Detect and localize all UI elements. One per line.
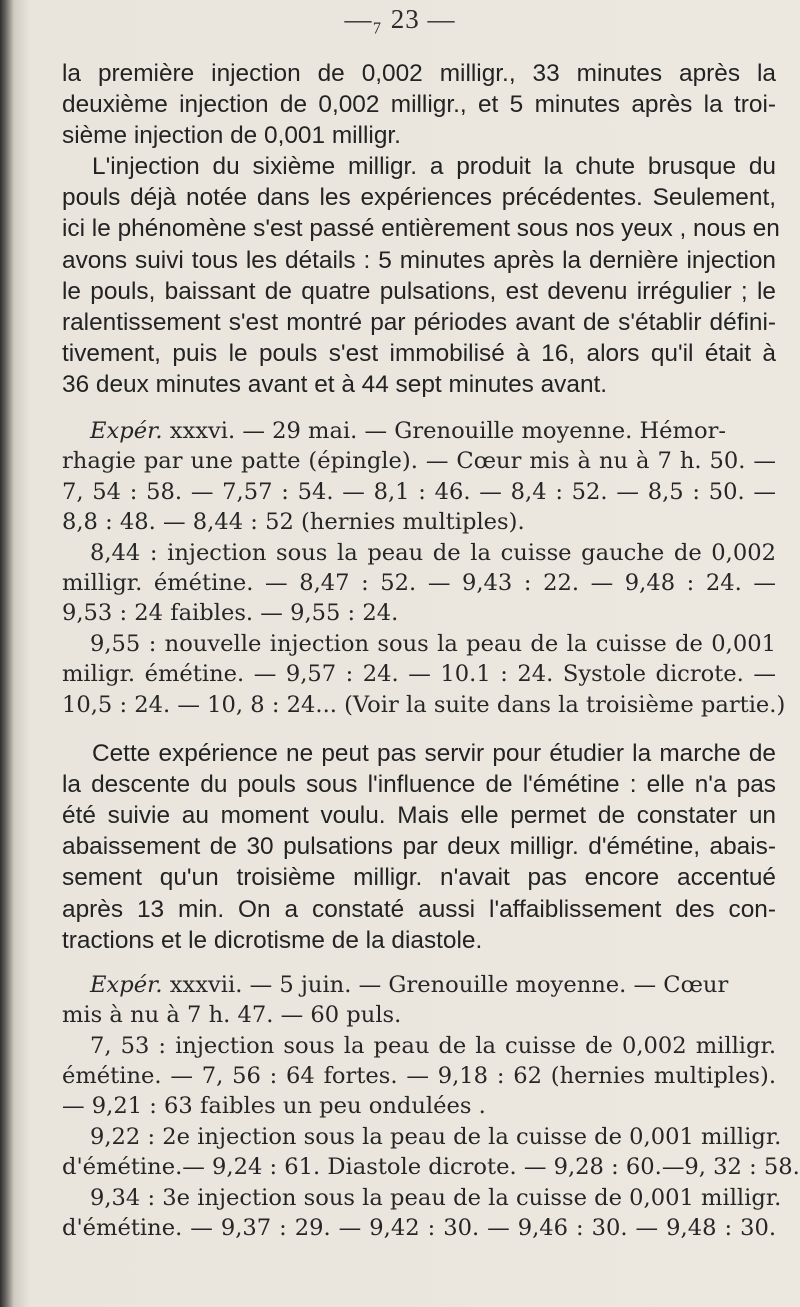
text-line: émétine. — 7, 56 : 64 fortes. — 9,18 : 62 (hernies multiples). xyxy=(62,1062,776,1089)
text-line: été suivie au moment voulu. Mais elle permet de constater un xyxy=(62,802,776,830)
text-line: L'injection du sixième milligr. a produit la chute brusque du xyxy=(92,153,776,181)
text-line: 36 deux minutes avant et à 44 sept minutes avant. xyxy=(62,370,608,398)
text-line: 9,34 : 3e injection sous la peau de la cuisse de 0,001 milligr. xyxy=(90,1184,782,1211)
text-line: 7, 53 : injection sous la peau de la cuisse de 0,002 milligr. xyxy=(90,1032,776,1059)
text-line: ici le phénomène s'est passé entièrement sous nos yeux , nous en xyxy=(62,215,780,243)
text-line: la descente du pouls sous l'influence de l'émétine : elle n'a pas xyxy=(62,771,776,799)
text-line: 8,8 : 48. — 8,44 : 52 (hernies multiples). xyxy=(62,509,525,536)
text-line: 7, 54 : 58. — 7,57 : 54. — 8,1 : 46. — 8,4 : 52. — 8,5 : 50. — xyxy=(62,478,776,505)
text-line: sement qu'un troisième milligr. n'avait pas encore accentué xyxy=(62,864,776,892)
paragraph-sixth-injection xyxy=(62,151,780,400)
experiment-label: Expér. xyxy=(90,971,163,998)
text-line: le pouls, baissant de quatre pulsations, est devenu irrégulier ; le xyxy=(62,277,776,305)
text-line: 9,53 : 24 faibles. — 9,55 : 24. xyxy=(62,600,399,627)
page-body xyxy=(62,58,800,1243)
text-line: rhagie par une patte (épingle). — Cœur mis à nu à 7 h. 50. — xyxy=(62,448,776,475)
experiment-heading: Expér. xxxvii. — 5 juin. — Grenouille moyenne. — Cœur xyxy=(90,971,729,998)
text-line: après 13 min. On a constaté aussi l'affaiblissement des con- xyxy=(62,895,776,923)
text-line: la première injection de 0,002 milligr., 33 minutes après la xyxy=(62,60,776,87)
text-line: pouls déjà notée dans les expériences précédentes. Seulement, xyxy=(62,184,776,212)
text-line: milligr. émétine. — 8,47 : 52. — 9,43 : 22. — 9,48 : 24. — xyxy=(62,570,776,597)
text-line: avons suivi tous les détails : 5 minutes après la dernière injection xyxy=(62,246,776,274)
experiment-xxxvi xyxy=(62,416,786,720)
text-line: Cette expérience ne peut pas servir pour étudier la marche de xyxy=(92,740,776,768)
text-line: 9,22 : 2e injection sous la peau de la cuisse de 0,001 milligr. xyxy=(90,1123,782,1150)
text-line: tivement, puis le pouls s'est immobilisé à 16, alors qu'il était à xyxy=(62,339,776,367)
text-line: ralentissement s'est montré par périodes avant de s'établir défini- xyxy=(62,308,776,336)
text-line: sième injection de 0,001 milligr. xyxy=(62,122,401,150)
text-line: 9,55 : nouvelle injection sous la peau de la cuisse de 0,001 xyxy=(90,630,776,657)
text-line: abaissement de 30 pulsations par deux milligr. d'émétine, abais- xyxy=(62,833,776,861)
experiment-heading: Expér. xxxvi. — 29 mai. — Grenouille moyenne. Hémor- xyxy=(90,418,726,445)
text-line: d'émétine. — 9,37 : 29. — 9,42 : 30. — 9,46 : 30. — 9,48 : 30. xyxy=(62,1215,776,1241)
text-line: 8,44 : injection sous la peau de la cuisse gauche de 0,002 xyxy=(90,539,776,566)
text-line: deuxième injection de 0,002 milligr., et 5 minutes après la troi- xyxy=(62,91,776,119)
page-number: —₇ 23 — xyxy=(344,4,456,34)
text-line: — 9,21 : 63 faibles un peu ondulées . xyxy=(62,1093,486,1120)
text-line: d'émétine.— 9,24 : 61. Diastole dicrote. — 9,28 : 60.—9, 32 : 58. xyxy=(62,1154,800,1181)
text-line: tractions et le dicrotisme de la diastole. xyxy=(62,926,483,954)
text-line: mis à nu à 7 h. 47. — 60 puls. xyxy=(62,1002,402,1029)
text-line: 10,5 : 24. — 10, 8 : 24... (Voir la suite dans la troisième partie.) xyxy=(62,691,786,718)
experiment-xxxvii xyxy=(62,970,800,1244)
experiment-label: Expér. xyxy=(90,418,163,445)
paragraph-continuation xyxy=(62,58,776,151)
paragraph-commentary xyxy=(62,738,776,956)
text-line: miligr. émétine. — 9,57 : 24. — 10.1 : 24. Systole dicrote. — xyxy=(62,661,776,688)
